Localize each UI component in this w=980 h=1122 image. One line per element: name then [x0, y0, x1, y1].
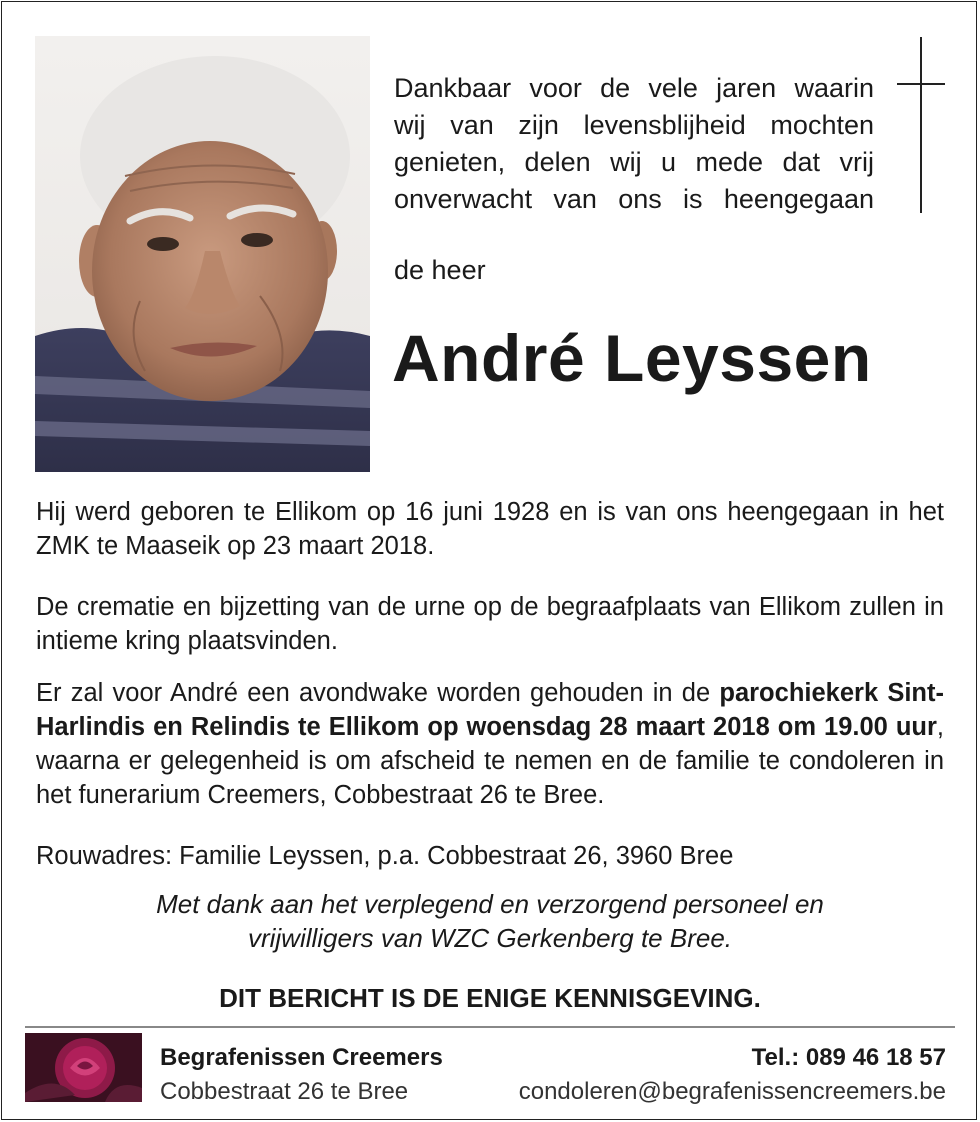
intro-line: Dankbaar voor de vele jaren waarin: [394, 73, 874, 103]
intro-text: [394, 70, 874, 218]
footer-divider: [25, 1026, 955, 1028]
funeral-company-name: Begrafenissen Creemers: [160, 1044, 443, 1071]
cross-icon: [920, 37, 922, 213]
notice-statement: DIT BERICHT IS DE ENIGE KENNISGEVING.: [219, 983, 761, 1013]
deceased-name: André Leyssen: [392, 321, 872, 395]
thanks-line: vrijwilligers van WZC Gerkenberg te Bree.: [247, 923, 733, 953]
honorific: de heer: [394, 255, 486, 285]
mourning-address: Rouwadres: Familie Leyssen, p.a. Cobbestraat 26, 3960 Bree: [36, 842, 734, 870]
funeral-company-phone: Tel.: 089 46 18 57: [751, 1044, 946, 1071]
thanks-text: [36, 887, 944, 955]
funeral-company-address: Cobbestraat 26 te Bree: [160, 1078, 409, 1105]
birth-death-paragraph: Hij werd geboren te Ellikom op 16 juni 1928 en is van ons heengegaan in het ZMK te Maaseik op 23 maart 2018.: [36, 498, 944, 560]
intro-line: onverwacht van ons is heengegaan: [394, 184, 874, 214]
wake-paragraph: [36, 676, 944, 812]
thanks-line: Met dank aan het verplegend en verzorgend personeel en: [156, 889, 824, 919]
funeral-company-email[interactable]: condoleren@begrafenissencreemers.be: [518, 1078, 946, 1105]
cross-icon-bar: [897, 83, 945, 85]
wake-text-bold: parochiekerk Sint-Harlindis en Relindis te Ellikom op woensdag 28 maart 2018 om 19.00 uur: [36, 679, 944, 741]
wake-text-post: , waarna er gelegenheid is om afscheid te nemen en de familie te condoleren in het funerarium Creemers, Cobbestraat 26 te Bree.: [36, 713, 944, 809]
wake-text-pre: Er zal voor André een avondwake worden gehouden in de: [36, 679, 720, 707]
rose-image: [25, 1033, 142, 1102]
portrait-photo: [35, 36, 370, 472]
cremation-paragraph: De crematie en bijzetting van de urne op de begraafplaats van Ellikom zullen in intieme kring plaatsvinden.: [36, 593, 944, 655]
intro-line: genieten, delen wij u mede dat vrij: [394, 147, 874, 177]
intro-line: wij van zijn levensblijheid mochten: [394, 110, 874, 140]
